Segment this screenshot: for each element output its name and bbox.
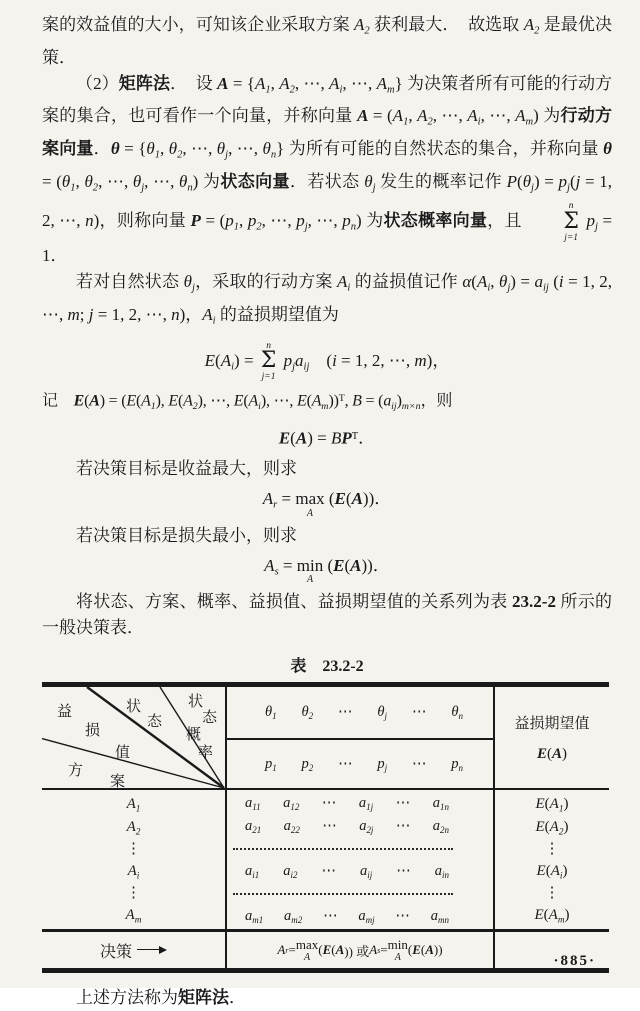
page-number: ·885· bbox=[553, 953, 596, 969]
matrix-row bbox=[227, 860, 493, 883]
table-corner-header bbox=[42, 687, 227, 790]
matrix-cell: $a_{mj}$ bbox=[358, 907, 375, 925]
formula-E-equals-BPT: $E(A) = BP^T$． bbox=[278, 429, 376, 448]
state-symbol: $\theta_n$ bbox=[451, 704, 463, 722]
vertical-ellipsis: ⋮ bbox=[544, 840, 560, 857]
matrix-cell: $a_{12}$ bbox=[283, 795, 300, 813]
paragraph-conclusion-continued: 案的效益值的大小，可知该企业采取方案 $A_2$ 获利最大． 故选取 $A_2$ 是最优决策． bbox=[42, 15, 612, 67]
expected-value-header bbox=[495, 687, 609, 790]
vertical-ellipsis: ⋮ bbox=[126, 885, 141, 902]
page-content bbox=[42, 12, 612, 1011]
long-right-arrow-icon bbox=[137, 945, 167, 956]
ellipsis: ⋯ bbox=[411, 704, 427, 721]
matrix-cell: $a_{m2}$ bbox=[284, 907, 303, 925]
matrix-cell: $a_{ij}$ bbox=[360, 862, 373, 880]
ellipsis: ⋯ bbox=[323, 907, 338, 924]
ellipsis: ⋯ bbox=[396, 862, 411, 879]
matrix-cell: $a_{m1}$ bbox=[245, 907, 264, 925]
expected-value-cell: $E(A_i)$ bbox=[536, 862, 568, 882]
plan-label: $A_2$ bbox=[126, 818, 141, 837]
corner-label-payoff-value: 益 损 值 bbox=[57, 704, 131, 762]
formula-expected-payoff-sum: $E(A_i)$ = n Σ j=1 $p_ja_{ij}$ (i = 1, 2, ⋯, m)， bbox=[204, 340, 450, 382]
matrix-cell: $a_{1n}$ bbox=[432, 795, 449, 813]
paragraph-closing: 上述方法称为矩阵法． bbox=[76, 988, 246, 1008]
matrix-cell: $a_{21}$ bbox=[245, 817, 262, 835]
matrix-cell: $a_{1j}$ bbox=[358, 795, 374, 813]
ellipsis: ⋯ bbox=[338, 755, 353, 772]
matrix-cell: $a_{2n}$ bbox=[432, 817, 449, 835]
matrix-cell: $a_{11}$ bbox=[245, 795, 261, 813]
matrix-row bbox=[227, 792, 493, 815]
vertical-ellipsis: ⋮ bbox=[126, 840, 141, 857]
ellipsis: ⋯ bbox=[322, 817, 337, 834]
plan-label: $A_1$ bbox=[126, 796, 141, 815]
state-header-row bbox=[227, 687, 495, 740]
decision-rule-formula: A r = max A ( E ( A )) 或 A s = min A ( E ( A )) bbox=[227, 932, 495, 968]
ellipsis: ⋯ bbox=[411, 755, 427, 772]
matrix-ellipsis-row bbox=[227, 837, 493, 860]
expected-value-cell: $E(A_m)$ bbox=[534, 907, 570, 926]
formula-max-rule: $A_r$ = max A (E(A))． bbox=[262, 489, 392, 519]
plan-column bbox=[42, 790, 227, 932]
ellipsis: ⋯ bbox=[338, 704, 353, 721]
expected-value-cell: $E(A_1)$ bbox=[535, 796, 569, 815]
probability-header-row bbox=[227, 740, 495, 790]
state-symbol: $\theta_1$ bbox=[265, 704, 277, 722]
state-symbol: $\theta_j$ bbox=[377, 704, 388, 722]
payoff-matrix bbox=[227, 790, 495, 932]
expected-value-cell: $E(A_2)$ bbox=[535, 818, 569, 837]
matrix-cell: $a_{2j}$ bbox=[359, 817, 374, 835]
matrix-ellipsis-row bbox=[227, 882, 493, 905]
ellipsis: ⋯ bbox=[395, 817, 411, 834]
state-symbol: $\theta_2$ bbox=[301, 704, 314, 722]
paragraph-payoff-definition: 若对自然状态 $\theta_j$，采取的行动方案 $A_i$ 的益损值记作 $\alpha(A_i$, $\theta_j) = a_{ij}$ (i = 1, 2, ⋯, m; j = 1, 2, ⋯, n)，$A_i$ 的益损期望值为 bbox=[42, 272, 613, 327]
decision-table bbox=[42, 682, 609, 973]
table-caption: 表 23.2-2 bbox=[290, 658, 364, 676]
paragraph-max-goal: 若决策目标是收益最大，则求 bbox=[76, 459, 297, 478]
expected-value-column bbox=[495, 790, 609, 932]
expected-value-title: 益损期望值 bbox=[514, 716, 590, 733]
matrix-cell: $a_{in}$ bbox=[434, 862, 449, 880]
decision-label-text: 决策 bbox=[99, 943, 132, 961]
probability-symbol: $p_n$ bbox=[451, 755, 463, 773]
formula-min-rule: $A_s$ = min A (E(A))． bbox=[264, 555, 390, 586]
ellipsis: ⋯ bbox=[321, 862, 336, 879]
plan-label: $A_m$ bbox=[125, 907, 142, 926]
matrix-cell: $a_{22}$ bbox=[283, 817, 300, 835]
probability-symbol: $p_1$ bbox=[265, 755, 277, 773]
paragraph-min-goal: 若决策目标是损失最小，则求 bbox=[76, 525, 297, 545]
corner-label-state-probability: 状 态 概 率 bbox=[186, 694, 218, 762]
corner-label-plan: 方 案 bbox=[68, 763, 126, 791]
ellipsis: ⋯ bbox=[395, 795, 411, 812]
ellipsis: ⋯ bbox=[321, 795, 337, 812]
matrix-cell: $a_{mn}$ bbox=[430, 907, 449, 925]
probability-symbol: $p_2$ bbox=[301, 755, 314, 773]
paragraph-vector-notation: 记 $E(A) = (E(A_1)$, $E(A_2)$, ⋯, $E(A_i)$, ⋯, $E(A_m))^T$, $B = (a_{ij})_{m\times n}$，则 bbox=[42, 392, 453, 413]
corner-label-state: 状 态 bbox=[126, 699, 163, 731]
decision-row-label bbox=[42, 932, 227, 968]
plan-label: $A_i$ bbox=[127, 862, 140, 882]
matrix-cell: $a_{i2}$ bbox=[283, 862, 298, 880]
vertical-ellipsis: ⋮ bbox=[544, 885, 560, 902]
paragraph-matrix-method-intro: （2）矩阵法． 设 $A = \{A_1$, $A_2$, ⋯, $A_i$, ⋯, $A_m$} 为决策者所有可能的行动方案的集合，也可看作一个向量，并称向量 $A = (A_1$, $A_2$, ⋯, $A_i$, ⋯, $A_m$) 为行动方案向量．$\theta = \{\theta_1$, $\theta_2$, ⋯, $\theta_j$, ⋯, $\theta_n$} 为所有可能的自然状态的集合，并称向量 $\theta = (\theta_1$, $\theta_2$, ⋯, $\theta_j$, ⋯, $\theta_n$) 为状态向量．若状态 $\theta_j$ 发生的概率记作 $P(\theta_j) = p_j(j = 1$, 2, ⋯, n)，则称向量 $P = (p_1$, $p_2$, ⋯, $p_j$, ⋯, $p_n$) 为状态概率向量，且 n Σ j=1 $p_j = 1$． bbox=[42, 73, 613, 266]
matrix-row bbox=[227, 815, 493, 838]
probability-symbol: $p_j$ bbox=[377, 755, 388, 773]
expected-value-symbol: E(A) bbox=[536, 746, 568, 763]
ellipsis: ⋯ bbox=[395, 907, 410, 924]
matrix-cell: $a_{i1}$ bbox=[245, 862, 260, 880]
paragraph-table-reference: 将状态、方案、概率、益损值、益损期望值的关系列为表 23.2-2 所示的一般决策表． bbox=[42, 592, 613, 638]
matrix-row bbox=[227, 905, 493, 928]
